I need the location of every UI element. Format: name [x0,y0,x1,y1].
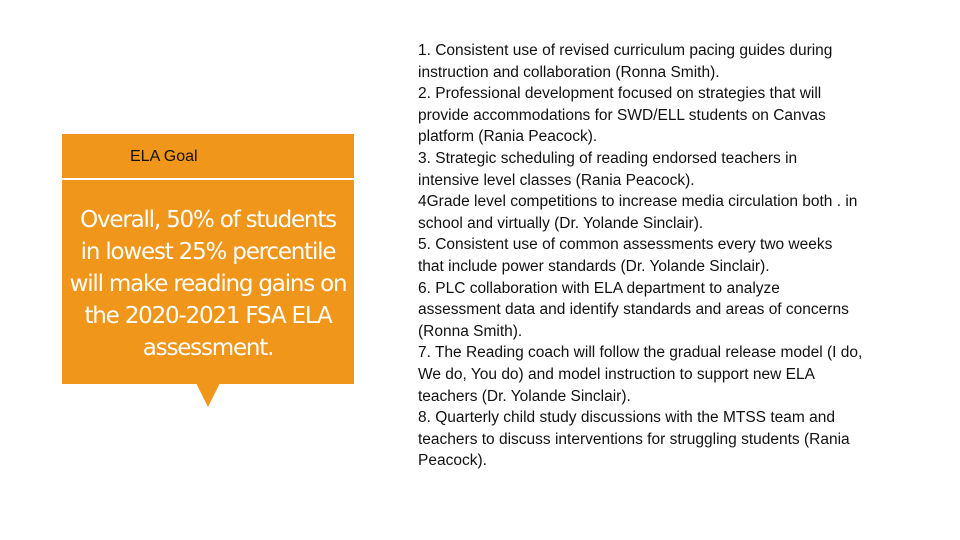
strategy-line: 1. Consistent use of revised curriculum pacing guides during [418,42,833,59]
strategy-line: teachers (Dr. Yolande Sinclair). [418,387,631,405]
strategy-line: platform (Rania Peacock). [418,128,598,146]
strategy-line: 7. The Reading coach will follow the gradual release model (I do, [418,344,863,362]
strategy-line: school and virtually (Dr. Yolande Sinclair). [418,214,704,232]
strategy-line: 2. Professional development focused on strategies that will [418,85,822,103]
strategy-line: 4Grade level competitions to increase media circulation both . in [418,193,858,211]
strategy-line: teachers to discuss interventions for struggling students (Rania [418,430,850,448]
strategy-line: that include power standards (Dr. Yolande Sinclair). [418,257,770,275]
strategy-line: provide accommodations for SWD/ELL students on Canvas [418,106,826,124]
callout-pointer [196,383,220,407]
goal-statement-box [62,180,354,384]
strategy-line: instruction and collaboration (Ronna Smith). [418,63,720,81]
goal-header-label: ELA Goal [130,148,198,165]
strategy-line: Peacock). [418,452,487,470]
strategy-line: 3. Strategic scheduling of reading endorsed teachers in [418,149,798,167]
strategy-list [418,40,948,472]
strategy-line: 5. Consistent use of common assessments every two weeks [418,236,833,254]
goal-statement: Overall, 50% of students in lowest 25% percentile will make reading gains on the 2020-2021 FSA ELA assessment. [69,207,347,361]
strategy-line: 6. PLC collaboration with ELA department to analyze [418,279,780,297]
strategy-line: (Ronna Smith). [418,322,523,340]
strategy-line: assessment data and identify standards and areas of concerns [418,301,849,319]
strategy-line: We do, You do) and model instruction to support new ELA [418,365,815,383]
strategy-line: intensive level classes (Rania Peacock). [418,171,695,189]
goal-header [62,134,354,178]
strategy-line: 8. Quarterly child study discussions with the MTSS team and [418,409,835,427]
